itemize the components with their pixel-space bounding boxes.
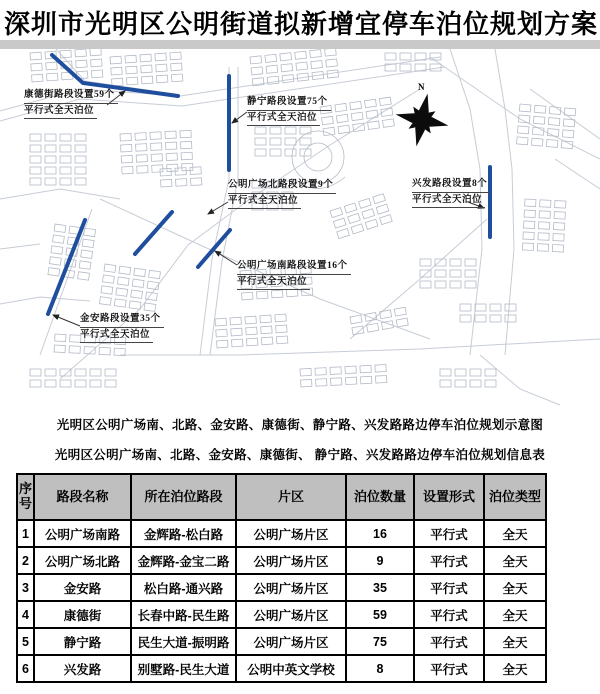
table-cell: 静宁路 bbox=[34, 628, 131, 655]
compass-rose-icon bbox=[390, 88, 454, 152]
table-cell: 平行式 bbox=[414, 655, 484, 682]
compass-north-label: N bbox=[418, 82, 425, 92]
annotation-text-line: 公明广场北路段设置9个 bbox=[228, 181, 336, 194]
table-cell: 公明广场片区 bbox=[236, 547, 346, 574]
table-cell: 2 bbox=[17, 547, 34, 574]
table-row bbox=[17, 655, 546, 682]
table-cell: 9 bbox=[346, 547, 414, 574]
table-cell: 金安路 bbox=[34, 574, 131, 601]
map-annotation-jinanlu bbox=[80, 315, 164, 346]
map-annotation-kangdejie bbox=[24, 91, 118, 122]
table-header-cell: 路段名称 bbox=[34, 474, 131, 520]
table-header-cell: 设置形式 bbox=[414, 474, 484, 520]
segment-guangchang-beilu bbox=[135, 212, 172, 254]
table-cell: 兴发路 bbox=[34, 655, 131, 682]
table-cell: 75 bbox=[346, 628, 414, 655]
table-cell: 平行式 bbox=[414, 547, 484, 574]
table-cell: 别墅路-民生大道 bbox=[131, 655, 236, 682]
table-cell: 平行式 bbox=[414, 574, 484, 601]
annotation-text-line: 平行式全天泊位 bbox=[237, 278, 310, 291]
map-annotation-guangchang-beilu bbox=[228, 181, 336, 212]
table-row bbox=[17, 628, 546, 655]
table-cell: 公明广场片区 bbox=[236, 574, 346, 601]
map-annotation-guangchang-nanlu bbox=[237, 262, 351, 293]
table-cell: 6 bbox=[17, 655, 34, 682]
page-title: 深圳市光明区公明街道拟新增宜停车泊位规划方案 bbox=[4, 9, 599, 39]
table-cell: 平行式 bbox=[414, 601, 484, 628]
table-body bbox=[17, 520, 546, 682]
annotation-text-line: 平行式全天泊位 bbox=[247, 114, 320, 127]
planning-map bbox=[0, 49, 600, 407]
table-cell: 1 bbox=[17, 520, 34, 547]
annotation-text-line: 平行式全天泊位 bbox=[228, 197, 301, 210]
table-cell: 8 bbox=[346, 655, 414, 682]
map-annotation-jingninglu bbox=[247, 98, 331, 129]
table-cell: 公明广场北路 bbox=[34, 547, 131, 574]
figure-caption: 光明区公明广场南、北路、金安路、康德街、静宁路、兴发路路边停车泊位规划示意图 bbox=[56, 418, 544, 432]
table-cell: 16 bbox=[346, 520, 414, 547]
parking-info-table bbox=[16, 473, 547, 683]
table-cell: 4 bbox=[17, 601, 34, 628]
table-cell: 长春中路-民生路 bbox=[131, 601, 236, 628]
table-cell: 59 bbox=[346, 601, 414, 628]
table-cell: 全天 bbox=[484, 655, 546, 682]
annotation-text-line: 康德街路段设置59个 bbox=[24, 91, 118, 104]
table-cell: 5 bbox=[17, 628, 34, 655]
table-cell: 全天 bbox=[484, 601, 546, 628]
table-header-cell: 片区 bbox=[236, 474, 346, 520]
table-cell: 公明中英文学校 bbox=[236, 655, 346, 682]
gray-divider-bar bbox=[0, 40, 600, 49]
table-cell: 公明广场片区 bbox=[236, 520, 346, 547]
table-row bbox=[17, 520, 546, 547]
table-caption: 光明区公明广场南、北路、金安路、康德街、 静宁路、兴发路路边停车泊位规划信息表 bbox=[54, 448, 546, 462]
table-cell: 平行式 bbox=[414, 520, 484, 547]
table-header-cell: 所在泊位路段 bbox=[131, 474, 236, 520]
table-header-cell: 序号 bbox=[17, 474, 34, 520]
table-cell: 康德街 bbox=[34, 601, 131, 628]
table-cell: 公明广场片区 bbox=[236, 628, 346, 655]
table-cell: 民生大道-振明路 bbox=[131, 628, 236, 655]
table-cell: 全天 bbox=[484, 574, 546, 601]
table-cell: 全天 bbox=[484, 520, 546, 547]
map-annotation-xingfalu bbox=[412, 180, 490, 211]
table-cell: 公明广场南路 bbox=[34, 520, 131, 547]
annotation-text-line: 平行式全天泊位 bbox=[80, 331, 153, 344]
table-header-cell: 泊位类型 bbox=[484, 474, 546, 520]
table-cell: 公明广场片区 bbox=[236, 601, 346, 628]
table-row bbox=[17, 574, 546, 601]
table-row bbox=[17, 547, 546, 574]
annotation-text-line: 平行式全天泊位 bbox=[412, 196, 485, 209]
annotation-text-line: 公明广场南路段设置16个 bbox=[237, 262, 351, 275]
table-header-cell: 泊位数量 bbox=[346, 474, 414, 520]
table-cell: 松白路-通兴路 bbox=[131, 574, 236, 601]
table-header-row bbox=[17, 474, 546, 520]
table-cell: 全天 bbox=[484, 547, 546, 574]
table-row bbox=[17, 601, 546, 628]
table-cell: 35 bbox=[346, 574, 414, 601]
annotation-text-line: 金安路段设置35个 bbox=[80, 315, 164, 328]
annotation-text-line: 静宁路段设置75个 bbox=[247, 98, 331, 111]
table-cell: 金辉路-金宝二路 bbox=[131, 547, 236, 574]
annotation-text-line: 兴发路段设置8个 bbox=[412, 180, 490, 193]
table-cell: 平行式 bbox=[414, 628, 484, 655]
table-cell: 全天 bbox=[484, 628, 546, 655]
annotation-text-line: 平行式全天泊位 bbox=[24, 107, 97, 120]
segment-guangchang-nanlu bbox=[198, 230, 230, 267]
table-cell: 金辉路-松白路 bbox=[131, 520, 236, 547]
table-cell: 3 bbox=[17, 574, 34, 601]
